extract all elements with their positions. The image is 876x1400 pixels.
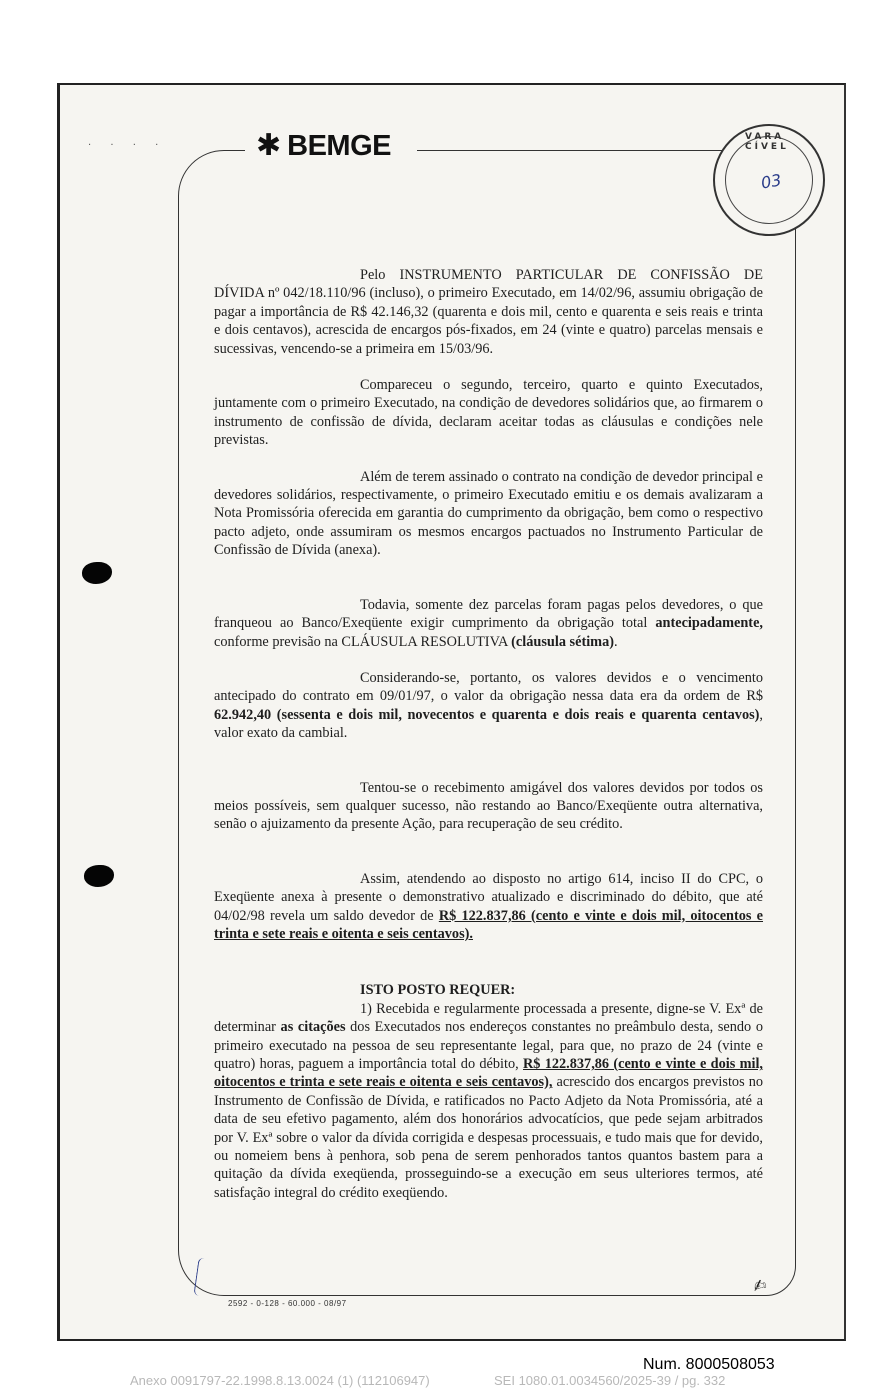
paragraph-3: Além de terem assinado o contrato na condição de devedor principal e devedores solidários, respectivamente, o primeiro Executado emitiu e os demais avalizaram a Nota Promissória oferecida em garantia do cumprimento da obrigação, bem como o respectivo pacto adjeto, onde assumiram os mesmos encargos pactuados no Instrumento Particular de Confissão de Dívida (anexa). xyxy=(214,468,763,559)
paragraph-7 xyxy=(214,870,763,944)
annex-reference: Anexo 0091797-22.1998.8.13.0024 (1) (112106947) xyxy=(130,1373,430,1388)
paragraph-1: Pelo INSTRUMENTO PARTICULAR DE CONFISSÃO DE DÍVIDA nº 042/18.110/96 (incluso), o primeiro Executado, em 14/02/96, assumiu obrigação de pagar a importância de R$ 42.146,32 (quarenta e dois mil, cento e quarenta e seis reais e trinta e dois centavos), acrescida de encargos pós-fixados, em 24 (vinte e quatro) parcelas mensais e sucessivas, vencendo-se a primeira em 15/03/96. xyxy=(214,267,763,357)
document-number: Num. 8000508053 xyxy=(643,1356,775,1373)
logo-star-icon: ✱ xyxy=(256,128,282,163)
p5-text-c: , valor exato da cambial. xyxy=(214,706,763,742)
paragraph-5 xyxy=(214,669,763,743)
stamp-page-number: 03 xyxy=(759,170,783,193)
p4-bold-a: antecipadamente, xyxy=(655,615,763,632)
paragraph-6: Tentou-se o recebimento amigável dos valores devidos por todos os meios possíveis, sem qualquer sucesso, não restando ao Banco/Exeqüente outra alternativa, senão o ajuizamento da presente Ação, para recuperação de seu crédito. xyxy=(214,779,763,833)
p7-underlined-amount: R$ 122.837,86 (cento e vinte e dois mil, oitocentos e trinta e sete reais e oitenta e seis centavos). xyxy=(214,907,763,942)
sei-reference: SEI 1080.01.0034560/2025-39 / pg. 332 xyxy=(494,1373,726,1388)
p4-text-c: conforme previsão na CLÁUSULA RESOLUTIVA xyxy=(214,633,512,650)
stamp-court-text: VARA CÍVEL xyxy=(745,132,789,152)
logo-text: BEMGE xyxy=(287,129,391,162)
p8-underlined-amount: R$ 122.837,86 (cento e vinte e dois mil, oitocentos e trinta e sete reais e oitenta e seis centavos), xyxy=(214,1056,764,1091)
p8-text-c: dos Executados nos endereços constantes no preâmbulo desta, sendo o primeiro executado na pessoa de seu representante legal, para que, no prazo de 24 (vinte e quatro) horas, paguem a importância total do débito, xyxy=(214,1019,763,1072)
p5-text-a: Considerando-se, portanto, os valores devidos e o vencimento antecipado do contrato em 09/01/97, o valor da obrigação nessa data era da ordem de R$ xyxy=(214,669,763,705)
p4-text-a: Todavia, somente dez parcelas foram pagas pelos devedores, o que franqueou ao Banco/Exeqüente exigir cumprimento da obrigação total xyxy=(214,596,763,632)
paragraph-4 xyxy=(214,596,763,651)
form-code: 2592 - 0-128 - 60.000 - 08/97 xyxy=(228,1299,347,1308)
document-body xyxy=(214,266,763,1202)
p7-text-a: Assim, atendendo ao disposto no artigo 614, inciso II do CPC, o Exeqüente anexa à presente o demonstrativo atualizado e discriminado do débito, que até 04/02/98 revela um saldo devedor de xyxy=(214,870,763,924)
p4-bold-d: (cláusula sétima) xyxy=(511,633,615,650)
p4-text-e: . xyxy=(614,633,618,650)
p5-bold-amount: 62.942,40 (sessenta e dois mil, novecentos e quarenta e dois reais e quarenta centavos) xyxy=(214,706,760,723)
court-stamp xyxy=(713,124,825,236)
p8-text-e: acrescido dos encargos previstos no Instrumento de Confissão de Dívida, e ratificados no Pacto Adjeto da Nota Promissória, até a data de seu efetivo pagamento, além dos honorários advocatícios, que pede sejam arbitrados por V. Exª sobre o valor da dívida corrigida e despesas processuais, e tudo mais que for devido, ou nomeiem bens à penhora, sob pena de serem penhorados tantos quantos bastem para a quitação da dívida exeqüenda, prosseguindo-se a execução em seus ulteriores termos, até satisfação integral do crédito exeqüendo. xyxy=(214,1074,763,1201)
request-heading: ISTO POSTO REQUER: xyxy=(360,982,516,999)
paragraph-2: Compareceu o segundo, terceiro, quarto e quinto Executados, juntamente com o primeiro Executado, na condição de devedores solidários que, ao firmarem o instrumento de confissão de dívida, declaram aceitar todas as cláusulas e condições nele previstas. xyxy=(214,377,763,449)
paragraph-8 xyxy=(214,1000,763,1202)
p8-text-a: 1) Recebida e regularmente processada a presente, digne-se V. Exª de determinar xyxy=(214,1000,763,1036)
bemge-logo xyxy=(256,129,391,163)
p8-bold-citations: as citações xyxy=(280,1019,346,1036)
initials-mark-right: ✍ xyxy=(750,1274,769,1297)
scan-specks: · · · · xyxy=(88,140,167,151)
